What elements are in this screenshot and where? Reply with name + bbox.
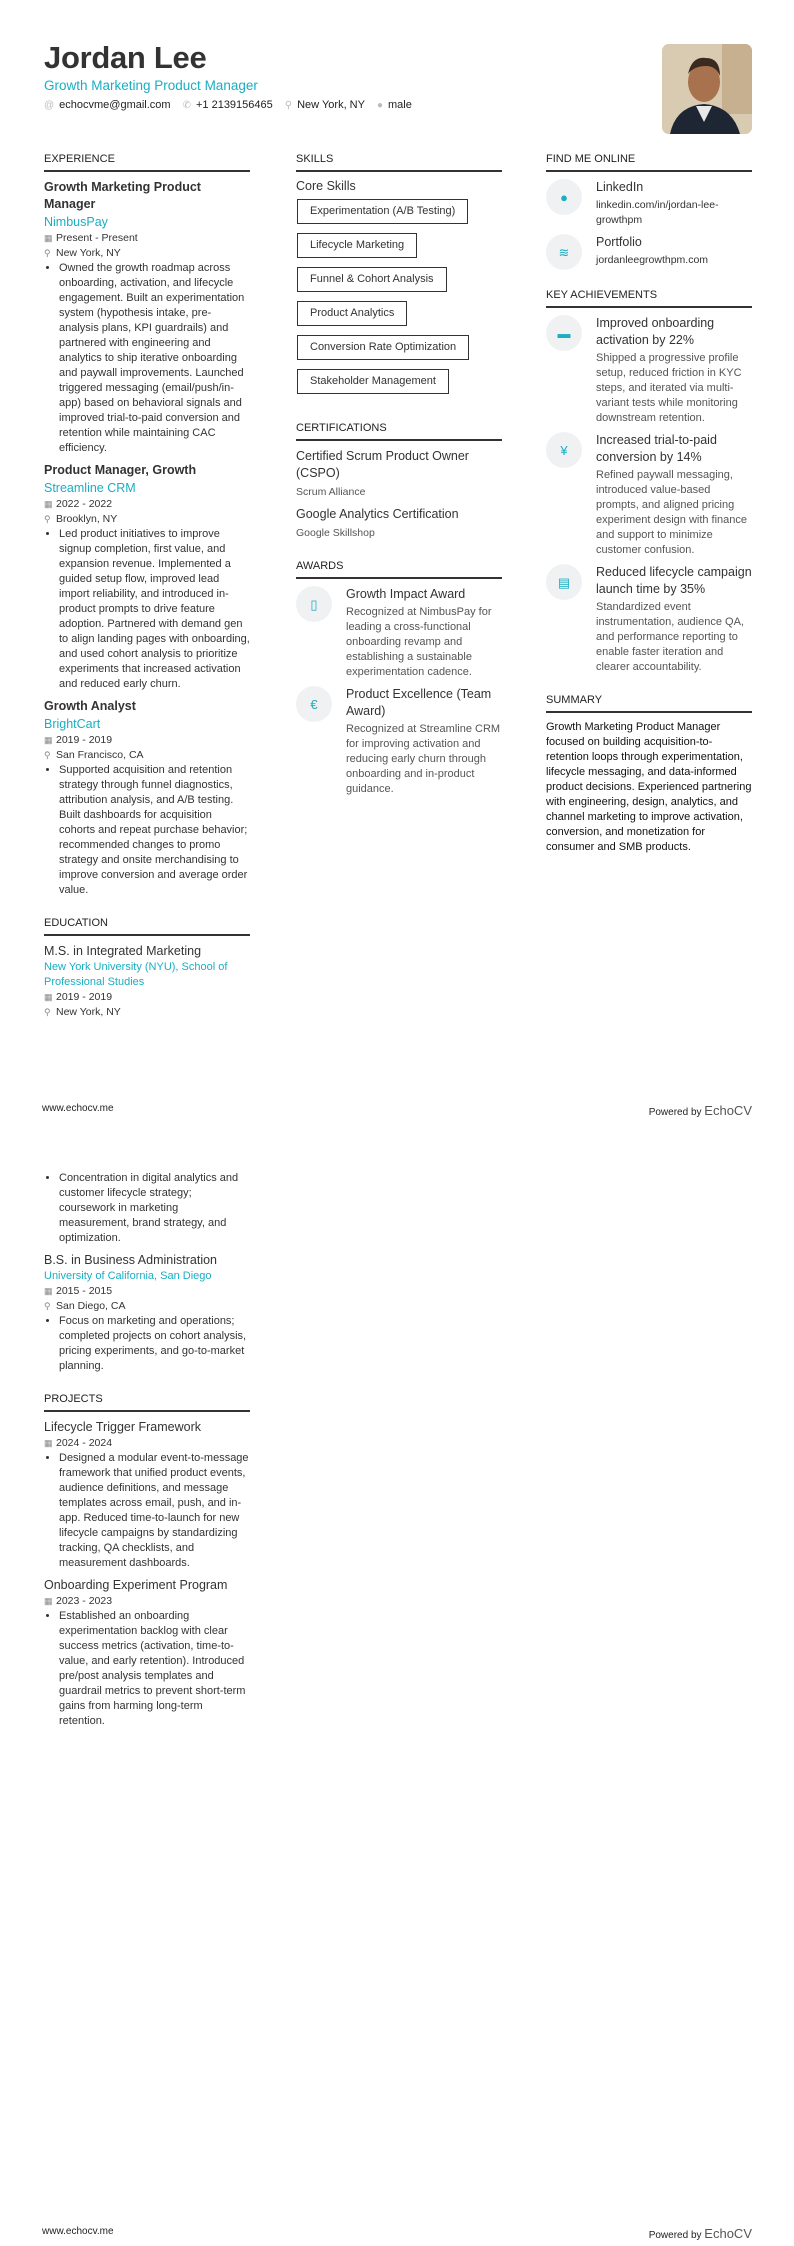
cert-issuer: Google Skillshop: [296, 527, 375, 539]
experience-item: [44, 462, 250, 692]
powered-by-text: Powered by: [648, 2230, 702, 2241]
location: New York, NY: [297, 99, 365, 111]
footer-site-link[interactable]: www.echocv.me: [42, 2226, 114, 2237]
calendar-icon: ▦: [44, 735, 53, 745]
award-item: [296, 686, 502, 797]
award-desc: Recognized at Streamline CRM for improving activation and reducing early churn through onboarding and in-product guidance.: [346, 723, 501, 795]
job-title: Growth Marketing Product Manager: [44, 180, 201, 211]
achievement-item: [546, 564, 752, 675]
calendar-icon: ▦: [44, 1286, 53, 1296]
phone-icon: ✆: [182, 100, 191, 111]
achievement-item: [546, 315, 752, 426]
contact-row: [44, 99, 412, 111]
dates: Present - Present: [56, 232, 138, 244]
school: University of California, San Diego: [44, 1270, 212, 1282]
company: NimbusPay: [44, 215, 108, 229]
experience-item: [44, 698, 250, 898]
skill-tag: Experimentation (A/B Testing): [297, 199, 468, 224]
online-section: [546, 152, 752, 270]
phone: +1 2139156465: [195, 99, 273, 111]
gender: male: [388, 99, 412, 111]
footer-powered: [649, 2226, 752, 2241]
awards-section: [296, 559, 502, 797]
footer-site-link[interactable]: www.echocv.me: [42, 1103, 114, 1114]
summary-text: Growth Marketing Product Manager focused on building acquisition-to-retention loops through experimentation, lifecycle messaging, and data-informed product decisions. Experienced partnering with engineering, design, analytics, and channel marketing to improve activation, conversion, and monetization for consumer and SMB products.: [546, 721, 752, 853]
profile-photo: [662, 44, 752, 134]
certifications-section: [296, 421, 502, 541]
bullet: • Designed a modular event-to-message framework that unified product events, audience definitions, and message templates across email, push, and in-app. Reduced time-to-launch for new lifecycle campaigns by standardizing tracking, QA checklists, and measurement dashboards.: [59, 1451, 250, 1571]
skill-group: Core Skills: [296, 179, 356, 193]
degree: B.S. in Business Administration: [44, 1253, 217, 1267]
powered-by-text: Powered by: [648, 1107, 702, 1118]
award-title: Product Excellence (Team Award): [346, 687, 492, 718]
calendar-icon: ▦: [44, 1596, 53, 1606]
job-location: Brooklyn, NY: [56, 513, 118, 525]
dates: 2015 - 2015: [56, 1285, 113, 1297]
company: BrightCart: [44, 717, 101, 731]
projects-section: [44, 1392, 250, 1729]
job-title: Growth Analyst: [44, 699, 136, 713]
cert-issuer: Scrum Alliance: [296, 486, 366, 498]
calendar-icon: ▦: [44, 233, 53, 243]
location-icon: ⚲: [284, 100, 293, 111]
database-icon: ≋: [546, 234, 582, 270]
dates: 2019 - 2019: [56, 991, 113, 1003]
cert-name: Google Analytics Certification: [296, 507, 459, 521]
online-label: LinkedIn: [596, 180, 644, 194]
job-title: Product Manager, Growth: [44, 463, 197, 477]
middle-column: [296, 152, 502, 815]
section-heading: FIND ME ONLINE: [546, 152, 752, 172]
award-item: [296, 586, 502, 680]
section-heading: SKILLS: [296, 152, 502, 172]
resume-page-2: [0, 1123, 794, 2246]
location-icon: ⚲: [44, 514, 51, 524]
edu-location: New York, NY: [56, 1006, 121, 1018]
brand-logo: EchoCV: [704, 2226, 752, 2241]
award-title: Growth Impact Award: [346, 587, 466, 601]
edu-location: San Diego, CA: [56, 1300, 126, 1312]
cert-name: Certified Scrum Product Owner (CSPO): [296, 449, 469, 480]
yen-icon: ¥: [546, 432, 582, 468]
school: New York University (NYU), School of Professional Studies: [44, 961, 228, 988]
achievement-title: Reduced lifecycle campaign launch time by 35%: [596, 565, 752, 596]
skills-section: [296, 152, 502, 403]
skill-tag: Funnel & Cohort Analysis: [297, 267, 447, 292]
section-heading: KEY ACHIEVEMENTS: [546, 288, 752, 308]
candidate-title: Growth Marketing Product Manager: [44, 78, 258, 93]
experience-item: [44, 179, 250, 456]
left-column: [44, 1171, 250, 1747]
award-desc: Recognized at NimbusPay for leading a cross-functional onboarding revamp and establishing a sustainable experimentation cadence.: [346, 606, 492, 678]
portfolio-link[interactable]: jordanleegrowthpm.com: [596, 254, 709, 266]
achievement-desc: Standardized event instrumentation, audience QA, and performance reporting to enable faster iteration and clearer accountability.: [596, 601, 744, 673]
chat-bubble-icon: ●: [546, 179, 582, 215]
footer-powered: [649, 1103, 752, 1118]
skill-tag: Product Analytics: [297, 301, 407, 326]
job-location: New York, NY: [56, 247, 121, 259]
brand-logo: EchoCV: [704, 1103, 752, 1118]
bullet: • Focus on marketing and operations; completed projects on cohort analysis, pricing experiments, and go-to-market planning.: [59, 1314, 250, 1374]
degree: M.S. in Integrated Marketing: [44, 944, 202, 958]
calendar-icon: ▦: [44, 992, 53, 1002]
linkedin-link[interactable]: linkedin.com/in/jordan-lee-growthpm: [596, 199, 719, 226]
section-heading: PROJECTS: [44, 1392, 250, 1412]
skill-tag: Stakeholder Management: [297, 369, 449, 394]
location-icon: ⚲: [44, 750, 51, 760]
bullet: • Established an onboarding experimentation backlog with clear success metrics (activation, time-to-value, and early retention). Introduced pre/post analysis templates and guardrail metrics to prevent short-term gains from harming long-term retention.: [59, 1609, 250, 1729]
left-column: [44, 152, 250, 1038]
at-icon: @: [44, 100, 55, 111]
project-name: Onboarding Experiment Program: [44, 1578, 228, 1592]
achievement-title: Increased trial-to-paid conversion by 14%: [596, 433, 717, 464]
achievements-section: [546, 288, 752, 675]
location-icon: ⚲: [44, 248, 51, 258]
experience-section: [44, 152, 250, 898]
candidate-name: Jordan Lee: [44, 40, 207, 75]
calendar-icon: ▦: [44, 499, 53, 509]
calendar-icon: ▦: [44, 1438, 53, 1448]
achievement-title: Improved onboarding activation by 22%: [596, 316, 715, 347]
company: Streamline CRM: [44, 481, 136, 495]
person-icon: ●: [376, 100, 384, 111]
skill-tag: Lifecycle Marketing: [297, 233, 417, 258]
online-label: Portfolio: [596, 235, 642, 249]
bullet: • Led product initiatives to improve signup completion, first value, and expansion revenue. Implemented a guided setup flow, improved lead import reliability, and introduced in-product prompts to drive feature adoption. Partnered with demand gen to align landing pages with onboarding, and used cohort analysis to prioritize experiments that increased activation and reduced early churn.: [59, 527, 250, 692]
email: echocvme@gmail.com: [59, 99, 171, 111]
comment-dots-icon: ▬: [546, 315, 582, 351]
section-heading: EXPERIENCE: [44, 152, 250, 172]
location-icon: ⚲: [44, 1301, 51, 1311]
section-heading: AWARDS: [296, 559, 502, 579]
right-column: [546, 152, 752, 873]
dates: 2019 - 2019: [56, 734, 113, 746]
dates: 2023 - 2023: [56, 1595, 113, 1607]
file-icon: ▤: [546, 564, 582, 600]
education-section-continued: [44, 1171, 250, 1374]
achievement-desc: Refined paywall messaging, introduced value-based prompts, and aligned pricing experiment design with finance and support to minimize customer confusion.: [596, 469, 748, 556]
summary-section: [546, 693, 752, 855]
mobile-icon: ▯: [296, 586, 332, 622]
section-heading: SUMMARY: [546, 693, 752, 713]
achievement-item: [546, 432, 752, 558]
online-item: [546, 234, 752, 270]
section-heading: CERTIFICATIONS: [296, 421, 502, 441]
dates: 2022 - 2022: [56, 498, 113, 510]
euro-icon: €: [296, 686, 332, 722]
location-icon: ⚲: [44, 1007, 51, 1017]
skill-tag: Conversion Rate Optimization: [297, 335, 469, 360]
bullet: • Supported acquisition and retention strategy through funnel diagnostics, attribution analysis, and A/B testing. Built dashboards for acquisition cohorts and repeat purchase behavior; recommended changes to promo strategy and onsite merchandising to improve conversion and average order value.: [59, 763, 250, 898]
bullet: • Concentration in digital analytics and customer lifecycle strategy; coursework in marketing measurement, brand strategy, and optimization.: [59, 1171, 250, 1246]
education-section: [44, 916, 250, 1020]
bullet: • Owned the growth roadmap across onboarding, activation, and lifecycle engagement. Built an experimentation system (hypothesis intake, pre-analysis plans, KPI guardrails) and partnered with engineering and analytics to ship iterative onboarding and paywall improvements. Launched triggered messaging (email/push/in-app) based on behavioral signals and improved trial-to-paid conversion and retention while maintaining CAC efficiency.: [59, 261, 250, 456]
section-heading: EDUCATION: [44, 916, 250, 936]
achievement-desc: Shipped a progressive profile setup, reduced friction in KYC steps, and iterated via multi-variant tests while monitoring downstream retention.: [596, 352, 742, 424]
project-name: Lifecycle Trigger Framework: [44, 1420, 201, 1434]
dates: 2024 - 2024: [56, 1437, 113, 1449]
online-item: [546, 179, 752, 228]
job-location: San Francisco, CA: [56, 749, 144, 761]
